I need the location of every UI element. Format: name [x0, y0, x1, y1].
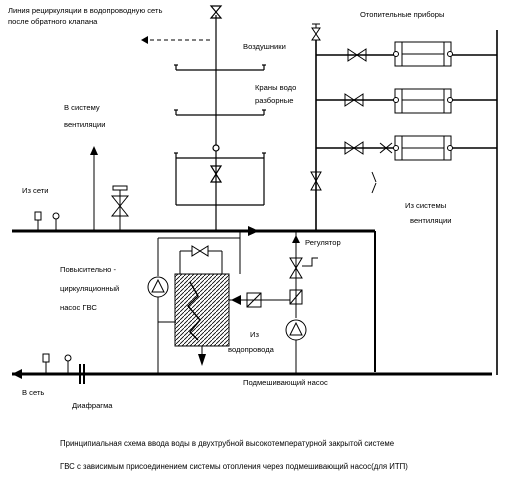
- supply-instruments: [35, 212, 59, 231]
- label-mixing-pump: Подмешивающий насос: [243, 378, 328, 387]
- label-regulator: Регулятор: [305, 238, 341, 247]
- label-circ-pump-3: насос ГВС: [60, 303, 97, 312]
- label-circ-pump-2: циркуляционный: [60, 284, 120, 293]
- label-recirc-line-2: после обратного клапана: [8, 17, 98, 26]
- label-air-vents: Воздушники: [243, 42, 286, 51]
- air-vent-valve: [312, 24, 320, 40]
- branch-valves: [345, 49, 366, 154]
- label-to-network: В сеть: [22, 388, 45, 397]
- dhw-heat-exchanger: [175, 274, 229, 346]
- regulator-assembly: [286, 231, 318, 374]
- label-to-ventilation: В систему: [64, 103, 100, 112]
- caption-line-2: ГВС с зависимым присоединением системы отопления через подмешивающий насос(для ИТП): [60, 462, 408, 471]
- label-from-ventilation-2: вентиляции: [410, 216, 452, 225]
- label-recirc-line: Линия рециркуляции в водопроводную сеть: [8, 6, 163, 15]
- label-from-network: Из сети: [22, 186, 49, 195]
- ventilation-supply-arrow: [90, 146, 98, 231]
- recirculation-line: [141, 36, 212, 44]
- heating-radiators: [394, 42, 453, 160]
- label-heating-devices: Отопительные приборы: [360, 10, 445, 19]
- cold-water-inlet: [229, 293, 290, 307]
- label-from-ventilation: Из системы: [405, 201, 447, 210]
- radiator-thermostat-valves: [372, 143, 392, 193]
- label-taps-2: разборные: [255, 96, 294, 105]
- caption-line-1: Принципиальная схема ввода воды в двухтрубной высокотемпературной закрытой системе: [60, 439, 395, 448]
- label-taps: Краны водо: [255, 83, 297, 92]
- label-circ-pump: Повысительно -: [60, 265, 117, 274]
- inlet-valve-assembly: [112, 186, 128, 231]
- label-orifice: Диафрагма: [72, 401, 113, 410]
- label-from-water: Из: [250, 330, 259, 339]
- label-to-ventilation-2: вентиляции: [64, 120, 106, 129]
- label-from-water-2: водопровода: [228, 345, 274, 354]
